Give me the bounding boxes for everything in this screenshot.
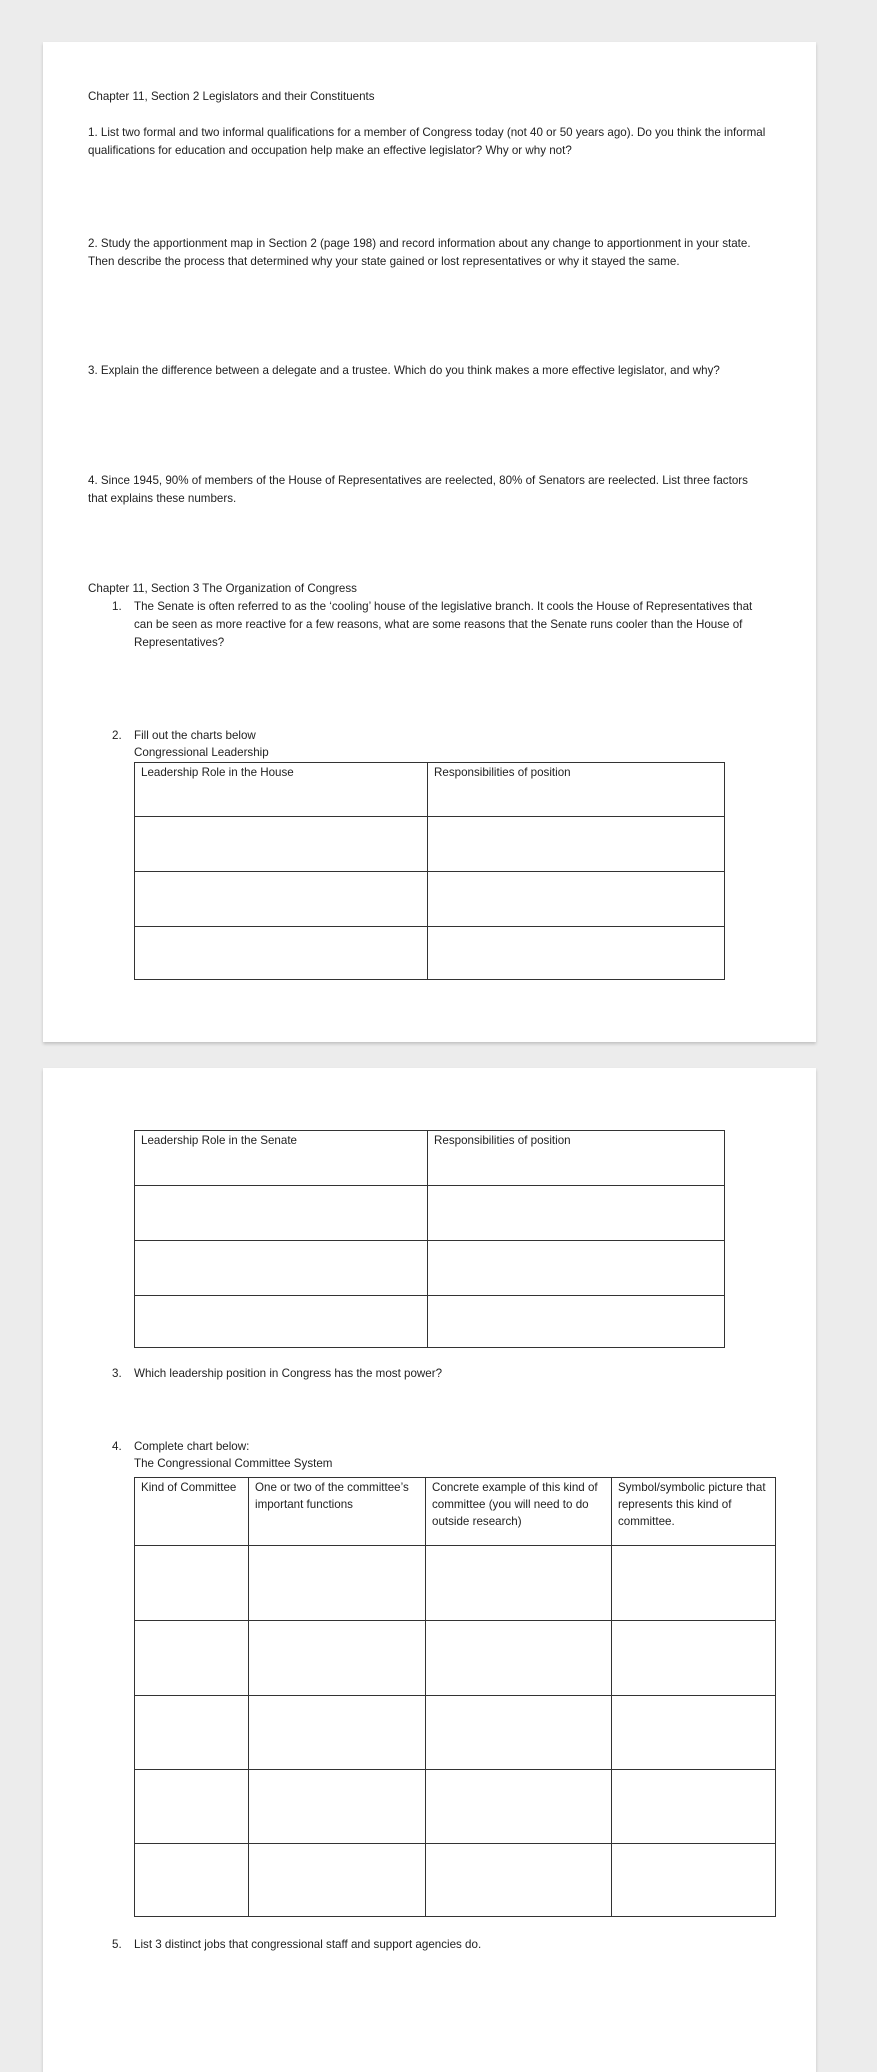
table-cell[interactable] bbox=[428, 927, 725, 980]
table-header-row bbox=[135, 763, 725, 817]
table-cell[interactable] bbox=[135, 817, 428, 872]
senate-responsibilities-header: Responsibilities of position bbox=[428, 1131, 725, 1186]
house-leadership-table bbox=[134, 762, 725, 980]
table-cell[interactable] bbox=[135, 1186, 428, 1241]
table-cell[interactable] bbox=[249, 1844, 426, 1917]
section3-heading: Chapter 11, Section 3 The Organization of Congress bbox=[88, 582, 357, 595]
senate-leadership-table bbox=[134, 1130, 725, 1348]
committee-system-table bbox=[134, 1477, 776, 1917]
table-cell[interactable] bbox=[426, 1621, 612, 1696]
table-header-row bbox=[135, 1131, 725, 1186]
section2-question-2: 2. Study the apportionment map in Section 2 (page 198) and record information about any change to apportionment in your state. Then describe the process that determined why your state gained or lost representatives or why it stayed the same. bbox=[88, 237, 751, 268]
table-cell[interactable] bbox=[612, 1696, 776, 1770]
congressional-leadership-title: Congressional Leadership bbox=[134, 746, 269, 759]
item-1-number: 1. bbox=[112, 600, 122, 613]
house-responsibilities-header: Responsibilities of position bbox=[428, 763, 725, 817]
senate-role-header: Leadership Role in the Senate bbox=[135, 1131, 428, 1186]
table-row bbox=[135, 817, 725, 872]
table-cell[interactable] bbox=[612, 1546, 776, 1621]
table-cell[interactable] bbox=[249, 1546, 426, 1621]
table-cell[interactable] bbox=[426, 1546, 612, 1621]
table-cell[interactable] bbox=[428, 817, 725, 872]
table-cell[interactable] bbox=[135, 872, 428, 927]
committee-functions-header: One or two of the committee’s important functions bbox=[249, 1478, 426, 1546]
section2-heading: Chapter 11, Section 2 Legislators and their Constituents bbox=[88, 90, 375, 103]
section3-item-2: Fill out the charts below bbox=[134, 729, 256, 742]
table-cell[interactable] bbox=[612, 1770, 776, 1844]
table-row bbox=[135, 872, 725, 927]
table-row bbox=[135, 1844, 776, 1917]
document-page-2 bbox=[43, 1068, 816, 2072]
table-cell[interactable] bbox=[428, 1296, 725, 1348]
house-role-header: Leadership Role in the House bbox=[135, 763, 428, 817]
table-cell[interactable] bbox=[426, 1696, 612, 1770]
table-row bbox=[135, 1186, 725, 1241]
section2-question-4: 4. Since 1945, 90% of members of the House of Representatives are reelected, 80% of Senators are reelected. List three factors that explains these numbers. bbox=[88, 474, 748, 505]
table-cell[interactable] bbox=[428, 1241, 725, 1296]
table-row bbox=[135, 927, 725, 980]
table-cell[interactable] bbox=[428, 1186, 725, 1241]
table-cell[interactable] bbox=[135, 927, 428, 980]
table-cell[interactable] bbox=[249, 1696, 426, 1770]
table-cell[interactable] bbox=[135, 1241, 428, 1296]
kind-of-committee-header: Kind of Committee bbox=[135, 1478, 249, 1546]
section2-question-1: 1. List two formal and two informal qualifications for a member of Congress today (not 40 or 50 years ago). Do you think the informal qualifications for education and occupation help make an effective legislator? Why or why not? bbox=[88, 126, 766, 157]
concrete-example-header: Concrete example of this kind of committee (you will need to do outside research) bbox=[426, 1478, 612, 1546]
section2-question-3: 3. Explain the difference between a delegate and a trustee. Which do you think makes a more effective legislator, and why? bbox=[88, 364, 720, 377]
table-cell[interactable] bbox=[426, 1844, 612, 1917]
section3-item-3: Which leadership position in Congress has the most power? bbox=[134, 1367, 443, 1380]
table-cell[interactable] bbox=[249, 1621, 426, 1696]
table-cell[interactable] bbox=[249, 1770, 426, 1844]
table-row bbox=[135, 1621, 776, 1696]
table-cell[interactable] bbox=[612, 1621, 776, 1696]
section3-item-5: List 3 distinct jobs that congressional staff and support agencies do. bbox=[134, 1938, 482, 1951]
table-row bbox=[135, 1296, 725, 1348]
symbol-picture-header: Symbol/symbolic picture that represents this kind of committee. bbox=[612, 1478, 776, 1546]
item-4-number: 4. bbox=[112, 1440, 122, 1453]
table-row bbox=[135, 1770, 776, 1844]
section3-item-1: The Senate is often referred to as the ‘cooling’ house of the legislative branch. It cools the House of Representatives that can be seen as more reactive for a few reasons, what are some reasons that the Senate runs cooler than the House of Representatives? bbox=[134, 600, 753, 649]
table-cell[interactable] bbox=[428, 872, 725, 927]
table-header-row bbox=[135, 1478, 776, 1546]
item-3-number: 3. bbox=[112, 1367, 122, 1380]
table-row bbox=[135, 1696, 776, 1770]
table-cell[interactable] bbox=[135, 1844, 249, 1917]
item-2-number: 2. bbox=[112, 729, 122, 742]
item-5-number: 5. bbox=[112, 1938, 122, 1951]
table-cell[interactable] bbox=[135, 1296, 428, 1348]
section3-item-4: Complete chart below: bbox=[134, 1440, 250, 1453]
table-cell[interactable] bbox=[612, 1844, 776, 1917]
table-cell[interactable] bbox=[135, 1621, 249, 1696]
table-cell[interactable] bbox=[426, 1770, 612, 1844]
committee-system-title: The Congressional Committee System bbox=[134, 1457, 333, 1470]
table-cell[interactable] bbox=[135, 1770, 249, 1844]
table-cell[interactable] bbox=[135, 1546, 249, 1621]
table-row bbox=[135, 1241, 725, 1296]
table-cell[interactable] bbox=[135, 1696, 249, 1770]
table-row bbox=[135, 1546, 776, 1621]
document-page-1 bbox=[43, 42, 816, 1042]
